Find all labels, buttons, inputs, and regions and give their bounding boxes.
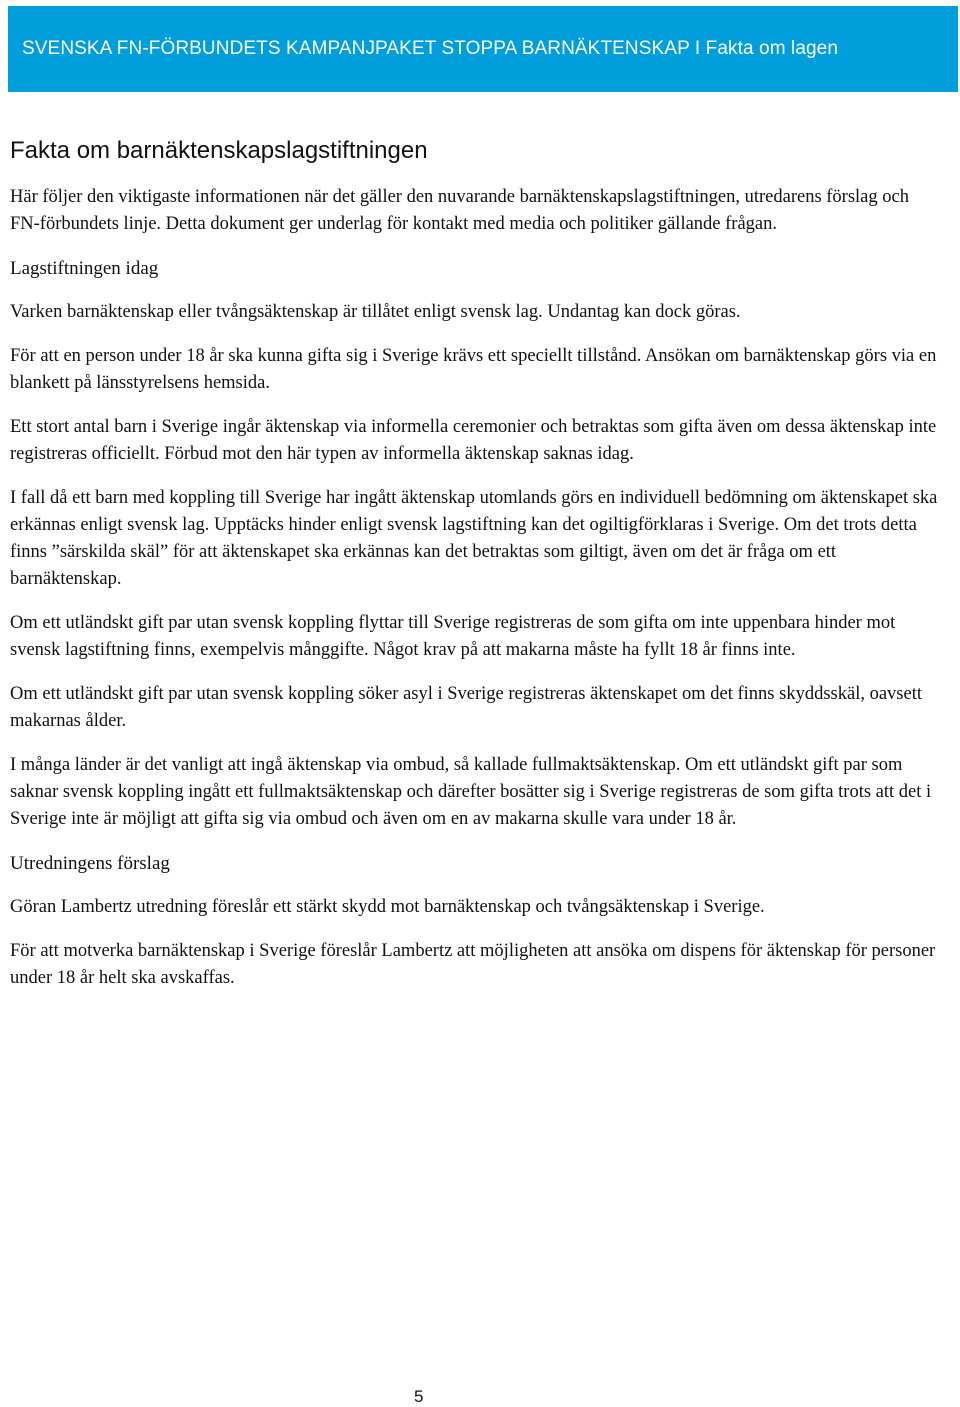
body-paragraph: Ett stort antal barn i Sverige ingår äktenskap via informella ceremonier och betraktas som gifta även om dessa äktenskap inte registreras officiellt. Förbud mot den här typen av informella äktenskap saknas idag. <box>10 417 937 464</box>
body-paragraph: För att motverka barnäktenskap i Sverige föreslår Lambertz att möjligheten att ansöka om dispens för äktenskap för personer under 18 år helt ska avskaffas. <box>10 941 936 988</box>
page-number: 5 <box>414 1387 424 1406</box>
body-paragraph: I fall då ett barn med koppling till Sverige har ingått äktenskap utomlands görs en individuell bedömning om äktenskapet ska erkännas enligt svensk lag. Upptäcks hinder enligt svensk lagstiftning kan det ogiltigförklaras i Sverige. Om det trots detta finns ”särskilda skäl” för att äktenskapet ska erkännas kan det betraktas som giltigt, även om det är fråga om ett barnäktenskap. <box>10 488 938 589</box>
body-paragraph: Göran Lambertz utredning föreslår ett stärkt skydd mot barnäktenskap och tvångsäktenskap i Sverige. <box>10 897 765 917</box>
section-heading-utredningens-forslag: Utredningens förslag <box>10 853 170 874</box>
banner-title: SVENSKA FN-FÖRBUNDETS KAMPANJPAKET STOPPA BARNÄKTENSKAP I Fakta om lagen <box>22 38 838 59</box>
section-heading-lagstiftningen: Lagstiftningen idag <box>10 258 159 279</box>
body-paragraph: Om ett utländskt gift par utan svensk koppling söker asyl i Sverige registreras äktenskapet om det finns skyddsskäl, oavsett makarnas ålder. <box>10 684 922 731</box>
document-title: Fakta om barnäktenskapslagstiftningen <box>10 137 428 164</box>
document-body <box>10 184 940 1009</box>
body-paragraph: Om ett utländskt gift par utan svensk koppling flyttar till Sverige registreras de som gifta om inte uppenbara hinder mot svensk lagstiftning finns, exempelvis månggifte. Något krav på att makarna måste ha fyllt 18 år finns inte. <box>10 613 896 660</box>
body-paragraph: Varken barnäktenskap eller tvångsäktenskap är tillåtet enligt svensk lag. Undantag kan dock göras. <box>10 302 741 322</box>
header-banner <box>8 6 958 92</box>
intro-paragraph: Här följer den viktigaste informationen när det gäller den nuvarande barnäktenskapslagstiftningen, utredarens förslag och FN-förbundets linje. Detta dokument ger underlag för kontakt med media och politiker gällande frågan. <box>10 187 909 234</box>
body-paragraph: I många länder är det vanligt att ingå äktenskap via ombud, så kallade fullmaktsäktenskap. Om ett utländskt gift par som saknar svensk koppling ingått ett fullmaktsäktenskap och därefter bosätter sig i Sverige registreras de som gifta trots att det i Sverige inte är möjligt att gifta sig via ombud och även om en av makarna skulle vara under 18 år. <box>10 755 932 829</box>
body-paragraph: För att en person under 18 år ska kunna gifta sig i Sverige krävs ett speciellt tillstånd. Ansökan om barnäktenskap görs via en blankett på länsstyrelsens hemsida. <box>10 346 937 393</box>
